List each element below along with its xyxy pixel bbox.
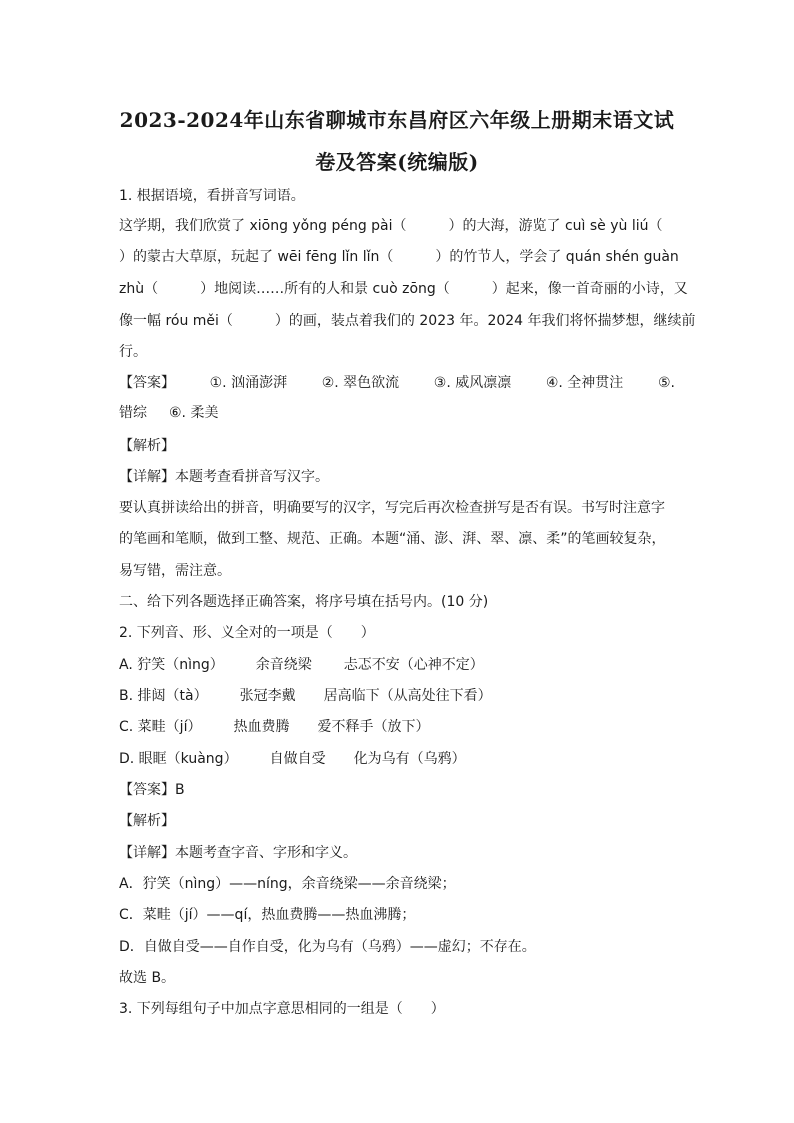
q2-option-b-word: B. 排闼（tà） [119, 688, 208, 704]
q2-option-d-meaning: 化为乌有（乌鸦） [353, 751, 466, 767]
q2-detail: 【详解】本题考查字音、字形和字义。 [119, 845, 357, 861]
q2-option-d-idiom: 自做自受 [269, 751, 326, 767]
q2-option-a-idiom: 余音绕梁 [255, 657, 312, 673]
answer-item-3: ③. 威风凛凛 [433, 375, 512, 391]
q2-option-b-idiom: 张冠李戴 [239, 688, 296, 704]
q3-prompt: 3. 下列每组句子中加点字意思相同的一组是（ ） [119, 1001, 445, 1017]
q1-paragraph-line-1: 这学期，我们欣赏了 xiōng yǒng péng pài（ ）的大海，游览了 cuì sè yù liú（ [119, 218, 663, 234]
q2-option-c [119, 717, 429, 737]
page-title-line-2: 卷及答案(统编版) [315, 150, 479, 174]
q1-prompt: 1. 根据语境，看拼音写词语。 [119, 188, 305, 204]
q2-explain-line-2: C．菜畦（jí）——qí，热血费腾——热血沸腾； [119, 907, 416, 923]
q1-explain-line-3: 易写错，需注意。 [119, 563, 231, 579]
answer-item-4: ④. 全神贯注 [545, 375, 624, 391]
q1-detail: 【详解】本题考查看拼音写汉字。 [119, 469, 329, 485]
q1-paragraph-line-3: zhù（ ）地阅读……所有的人和景 cuò zōng（ ）起来，像一首奇丽的小诗，又 [119, 281, 688, 297]
q2-option-a-word: A. 狞笑（nìng） [119, 657, 224, 673]
answer-label: 【答案】 [119, 375, 175, 391]
q1-explain-line-1: 要认真拼读给出的拼音，明确要写的汉字，写完后再次检查拼写是否有误。书写时注意字 [119, 500, 665, 516]
q2-prompt: 2. 下列音、形、义全对的一项是（ ） [119, 625, 375, 641]
q2-explain-line-3: D．自做自受——自作自受，化为乌有（乌鸦）——虚幻；不存在。 [119, 939, 536, 955]
q2-option-c-idiom: 热血费腾 [233, 719, 290, 735]
q2-option-d [119, 749, 466, 769]
page-title-line-1: 2023-2024年山东省聊城市东昌府区六年级上册期末语文试 [119, 108, 675, 132]
q1-analysis-label: 【解析】 [119, 438, 175, 454]
q1-paragraph-line-5: 行。 [119, 344, 147, 360]
answer-item-5-text: 错综 [119, 405, 147, 421]
q1-answer-line-1 [119, 373, 675, 393]
q2-option-b [119, 686, 492, 706]
answer-item-6: ⑥. 柔美 [169, 405, 219, 421]
q2-option-a-meaning: 忐忑不安（心神不定） [343, 657, 484, 673]
answer-item-2: ②. 翠色欲流 [321, 375, 400, 391]
q1-paragraph-line-2: ）的蒙古大草原，玩起了 wēi fēng lǐn lǐn（ ）的竹节人，学会了 quán shén guàn [119, 249, 679, 265]
q2-option-b-meaning: 居高临下（从高处往下看） [323, 688, 492, 704]
q1-paragraph-line-4: 像一幅 róu měi（ ）的画，装点着我们的 2023 年。2024 年我们将怀揣梦想，继续前 [119, 313, 696, 329]
answer-item-1: ①. 汹涌澎湃 [209, 375, 288, 391]
q2-analysis-label: 【解析】 [119, 813, 175, 829]
q2-answer: 【答案】B [119, 782, 185, 798]
q2-explain-line-1: A．狞笑（nìng）——níng，余音绕梁——余音绕梁； [119, 876, 456, 892]
section-2-heading: 二、给下列各题选择正确答案，将序号填在括号内。(10 分) [119, 594, 489, 610]
answer-item-5: ⑤. [657, 375, 675, 391]
q2-option-c-meaning: 爱不释手（放下） [317, 719, 430, 735]
q2-option-c-word: C. 菜畦（jí） [119, 719, 202, 735]
q2-conclusion: 故选 B。 [119, 970, 176, 986]
q2-option-a [119, 655, 484, 675]
q1-answer-line-2 [119, 403, 218, 423]
q1-explain-line-2: 的笔画和笔顺，做到工整、规范、正确。本题“涌、澎、湃、翠、凛、柔”的笔画较复杂， [119, 531, 666, 547]
q2-option-d-word: D. 眼眶（kuàng） [119, 751, 238, 767]
